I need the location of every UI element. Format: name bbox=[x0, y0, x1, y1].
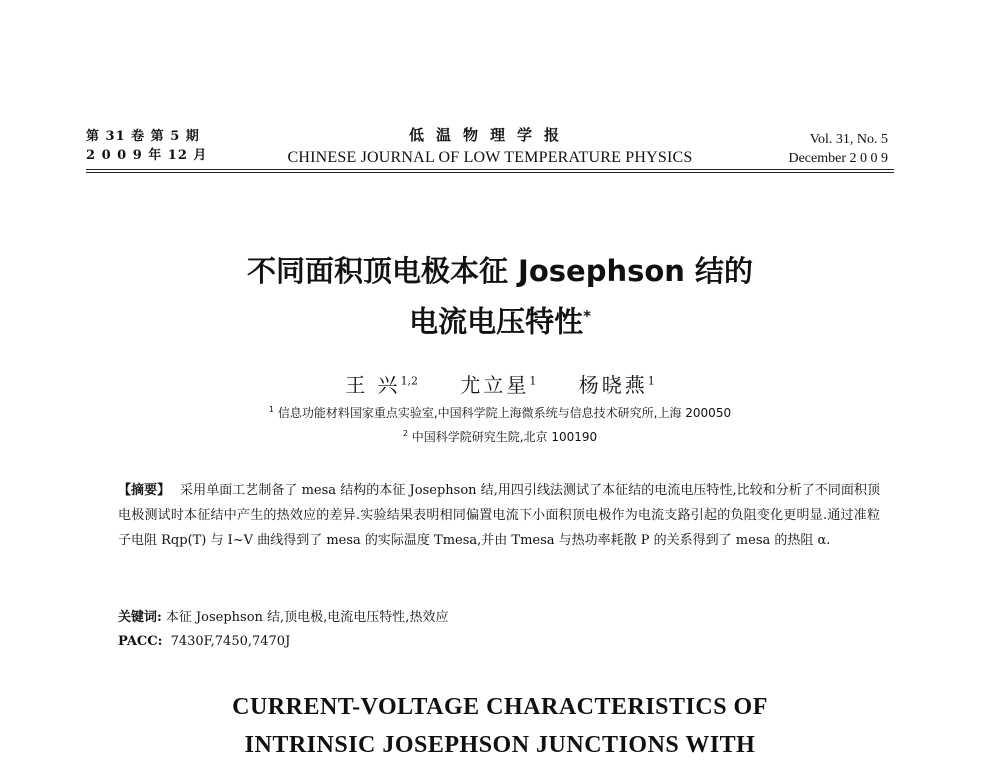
author: 尤立星$^1$ bbox=[460, 373, 537, 397]
header-rule bbox=[86, 169, 894, 170]
author-list bbox=[0, 369, 1000, 398]
journal-name-cn: 低温物理学报 bbox=[408, 126, 571, 144]
keywords-text: 本征 Josephson 结,顶电极,电流电压特性,热效应 bbox=[165, 610, 449, 625]
volume-info bbox=[788, 130, 888, 168]
abstract bbox=[118, 478, 880, 553]
journal-name-en: CHINESE JOURNAL OF LOW TEMPERATURE PHYSICS bbox=[287, 149, 693, 166]
keywords-block bbox=[118, 606, 448, 654]
journal-header bbox=[240, 124, 740, 167]
keywords-line bbox=[118, 606, 448, 630]
volume-number: Vol. 31, No. 5 bbox=[809, 132, 888, 147]
abstract-label: 【摘要】 bbox=[118, 483, 171, 498]
paper-title bbox=[150, 249, 850, 345]
english-title-line-2: INTRINSIC JOSEPHSON JUNCTIONS WITH bbox=[244, 732, 756, 758]
title-line-2-text: 电流电压特性 bbox=[409, 304, 584, 339]
issue-volume: 第 31 卷 第 5 期 bbox=[86, 129, 200, 144]
pacc-line bbox=[118, 630, 448, 654]
author: 王 兴$^{1,2}$ bbox=[345, 373, 419, 397]
title-line-2 bbox=[150, 294, 850, 345]
english-title-line-1: CURRENT-VOLTAGE CHARACTERISTICS OF bbox=[232, 694, 768, 720]
header-rule-thin bbox=[86, 172, 894, 173]
pacc-text: 7430F,7450,7470J bbox=[170, 634, 291, 649]
affiliation: $^1$ 信息功能材料国家重点实验室,中国科学院上海微系统与信息技术研究所,上海 200050 bbox=[268, 405, 732, 420]
publication-date: December 2 0 0 9 bbox=[788, 151, 888, 166]
pacc-label: PACC: bbox=[118, 634, 163, 649]
issue-info bbox=[86, 127, 207, 165]
title-footnote-mark: * bbox=[583, 307, 591, 325]
affiliation: $^2$ 中国科学院研究生院,北京 100190 bbox=[402, 429, 598, 444]
issue-date: 2 0 0 9 年 12 月 bbox=[86, 148, 208, 163]
abstract-text: 采用单面工艺制备了 mesa 结构的本征 Josephson 结,用四引线法测试了本征结的电流电压特性,比较和分析了不同面积顶电极测试时本征结中产生的热效应的差异.实验结果表明相同偏置电流下小面积顶电极作为电流支路引起的负阻变化更明显.通过准粒子电阻 Rqp(T) 与 I~V 曲线得到了 mesa 的实际温度 Tmesa,并由 Tmesa 与热功率耗散 P 的关系得到了 mesa 的热阻 α. bbox=[118, 483, 880, 548]
author: 杨晓燕$^1$ bbox=[578, 373, 655, 397]
title-line-1: 不同面积顶电极本征 Josephson 结的 bbox=[246, 254, 754, 288]
keywords-label: 关键词: bbox=[118, 610, 162, 625]
english-title bbox=[100, 688, 900, 764]
